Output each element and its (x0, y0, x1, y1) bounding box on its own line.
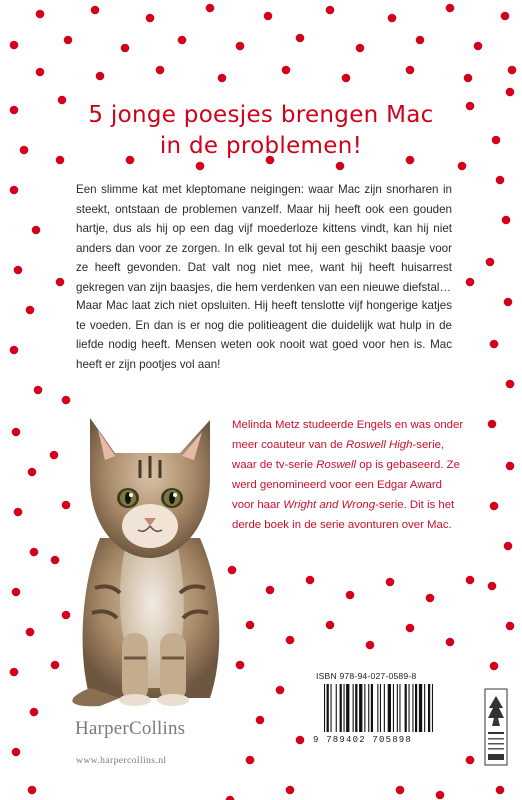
polka-dot (296, 736, 305, 745)
polka-dot (508, 66, 517, 75)
polka-dot (356, 44, 365, 53)
barcode-bar (359, 684, 362, 732)
barcode-bar (331, 684, 332, 732)
polka-dot (306, 576, 315, 585)
polka-dot (32, 226, 41, 235)
polka-dot (492, 136, 501, 145)
barcode-bar (340, 684, 342, 732)
polka-dot (206, 4, 215, 13)
polka-dot (282, 66, 291, 75)
polka-dot (501, 12, 510, 21)
polka-dot (36, 68, 45, 77)
polka-dot (502, 216, 511, 225)
isbn-label: ISBN 978-94-027-0589-8 (316, 671, 417, 681)
barcode-bar (424, 684, 425, 732)
polka-dot (51, 556, 60, 565)
author-bio-text-1: Melinda Metz studeerde Engels en was onder meer coauteur van de (232, 419, 464, 451)
polka-dot (12, 588, 21, 597)
author-bio-series-title-2: Roswell (316, 459, 357, 471)
polka-dot (458, 162, 467, 171)
polka-dot (336, 162, 345, 171)
polka-dot (28, 468, 37, 477)
polka-dot (488, 582, 497, 591)
polka-dot (504, 542, 513, 551)
polka-dot (64, 36, 73, 45)
barcode-bar (380, 684, 381, 732)
barcode-bar (371, 684, 373, 732)
barcode-icon (322, 684, 472, 732)
polka-dot (466, 756, 475, 765)
barcode-bar (399, 684, 400, 732)
polka-dot (121, 44, 130, 53)
barcode-bar (393, 684, 394, 732)
polka-dot (246, 756, 255, 765)
polka-dot (26, 306, 35, 315)
polka-dot (30, 708, 39, 717)
polka-dot (296, 34, 305, 43)
barcode-bar (364, 684, 365, 732)
barcode-bar (327, 684, 329, 732)
barcode-bar (405, 684, 407, 732)
barcode-bar (409, 684, 410, 732)
polka-dot (96, 72, 105, 81)
barcode-bar (419, 684, 422, 732)
barcode-digits: 9 789402 705898 (313, 735, 413, 745)
barcode-bar (353, 684, 354, 732)
polka-dot (504, 298, 513, 307)
polka-dot (12, 428, 21, 437)
polka-dot (286, 636, 295, 645)
polka-dot (506, 622, 515, 631)
barcode-bar (432, 684, 433, 732)
polka-dot (10, 346, 19, 355)
barcode-bar (412, 684, 413, 732)
polka-dot (276, 686, 285, 695)
barcode-bar (344, 684, 345, 732)
publisher-logo: HarperCollins (75, 718, 186, 739)
author-bio-text-2: -serie, waar de tv-serie (232, 439, 445, 471)
polka-dot (342, 74, 351, 83)
headline (30, 100, 492, 162)
barcode-bar (377, 684, 378, 732)
polka-dot (496, 176, 505, 185)
polka-dot (14, 508, 23, 517)
polka-dot (34, 386, 43, 395)
polka-dot (264, 12, 273, 21)
blurb-paragraph-2: Maar Mac laat zich niet opsluiten. Hij heeft tenslotte vijf hongerige katjes te voeden. En dan is er nog die politieagent die duidelijk wat hulp in de liefde nodig heeft. Mensen weten ook nooit wat goed voor hen is. Mac heeft er zijn pootjes vol aan! (76, 299, 452, 371)
polka-dot (218, 74, 227, 83)
polka-dot (446, 4, 455, 13)
polka-dot (12, 748, 21, 757)
polka-dot (91, 6, 100, 15)
polka-dot (10, 186, 19, 195)
polka-dot (466, 576, 475, 585)
polka-dot (10, 106, 19, 115)
polka-dot (426, 594, 435, 603)
author-bio (232, 415, 464, 535)
polka-dot (464, 74, 473, 83)
polka-dot (256, 716, 265, 725)
barcode-bar (355, 684, 357, 732)
polka-dot (10, 41, 19, 50)
polka-dot (488, 420, 497, 429)
polka-dot (396, 786, 405, 795)
polka-dot (36, 10, 45, 19)
polka-dot (14, 266, 23, 275)
polka-dot (496, 786, 505, 795)
polka-dot (286, 786, 295, 795)
polka-dot (346, 591, 355, 600)
polka-dot (490, 340, 499, 349)
polka-dot (146, 14, 155, 23)
barcode-bar (428, 684, 430, 732)
polka-dot (326, 621, 335, 630)
barcode-bar (346, 684, 349, 732)
headline-line-2: in de problemen! (159, 133, 363, 159)
polka-dot (20, 146, 29, 155)
polka-dot (490, 502, 499, 511)
polka-dot (388, 14, 397, 23)
barcode-bar (384, 684, 385, 732)
headline-line-1: 5 jonge poesjes brengen Mac (88, 102, 434, 128)
polka-dot (56, 278, 65, 287)
polka-dot (30, 548, 39, 557)
polka-dot (436, 791, 445, 800)
polka-dot (506, 462, 515, 471)
polka-dot (474, 42, 483, 51)
polka-dot (446, 638, 455, 647)
polka-dot (26, 628, 35, 637)
kitten-photo (60, 398, 240, 708)
barcode-bar (397, 684, 398, 732)
polka-dot (486, 258, 495, 267)
author-bio-series-title-3: Wright and Wrong (283, 499, 376, 511)
polka-dot (490, 662, 499, 671)
polka-dot (506, 88, 515, 97)
polka-dot (226, 796, 235, 800)
polka-dot (406, 624, 415, 633)
polka-dot (28, 786, 37, 795)
polka-dot (10, 668, 19, 677)
barcode-bar (324, 684, 325, 732)
blurb-paragraph-1: Een slimme kat met kleptomane neigingen: waar Mac zijn snorharen in steekt, ontstaan de problemen vanzelf. Maar hij heeft ook een gouden hartje, dus als hij op een dag vijf moederloze kittens vindt, kan hij niet anders dan voor ze zorgen. In elk geval tot hij een geschikt baasje voor ze heeft gevonden. Dat valt nog niet mee, want hij heeft huisarrest gekregen van zijn baasjes, die hem verdenken van een nieuwe diefstal… (76, 183, 452, 294)
author-bio-series-title-1: Roswell High (345, 439, 413, 451)
polka-dot (156, 66, 165, 75)
polka-dot (236, 42, 245, 51)
polka-dot (246, 621, 255, 630)
author-bio-text-3: op is gebaseerd. Ze werd genomineerd voor een Edgar Award voor haar (232, 459, 460, 511)
polka-dot (50, 451, 59, 460)
barcode-bar (415, 684, 417, 732)
fsc-logo-icon (484, 688, 508, 766)
barcode-bar (336, 684, 337, 732)
polka-dot (466, 278, 475, 287)
author-bio-text-4: -serie. Dit is het derde boek in de serie avonturen over Mac. (232, 499, 455, 531)
polka-dot (366, 641, 375, 650)
barcode-bar (368, 684, 369, 732)
polka-dot (506, 380, 515, 389)
polka-dot (178, 36, 187, 45)
barcode-bar (388, 684, 391, 732)
polka-dot (326, 6, 335, 15)
polka-dot (51, 661, 60, 670)
publisher-website: www.harpercollins.nl (76, 755, 167, 766)
polka-dot (196, 162, 205, 171)
polka-dot (406, 66, 415, 75)
polka-dot (386, 578, 395, 587)
polka-dot (416, 36, 425, 45)
polka-dot (266, 586, 275, 595)
